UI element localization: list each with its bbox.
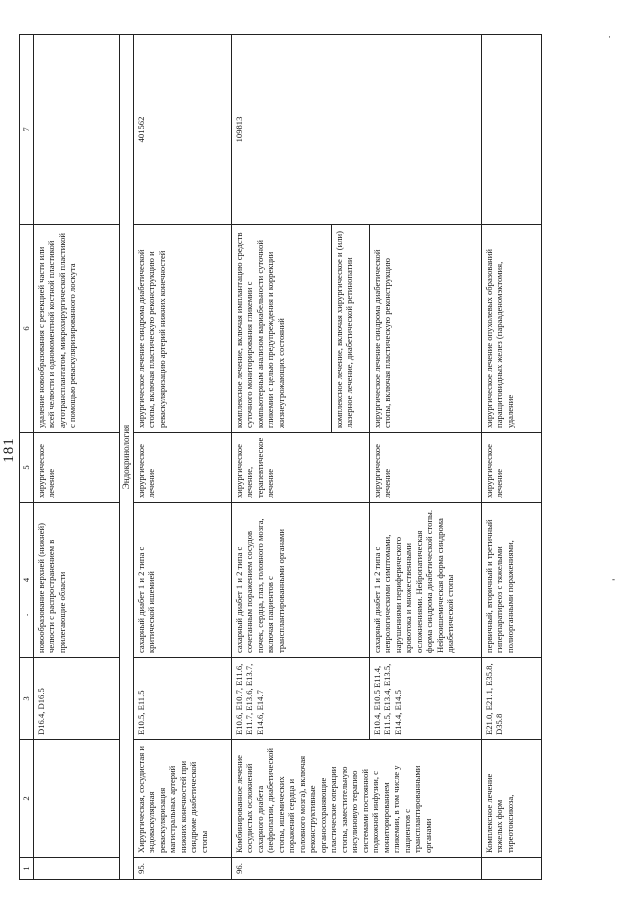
row-num-cell: 95.	[134, 858, 232, 880]
care-name-cell: Хирургическая, сосудистая и эндоваскулярная реваскуляризация магистральных артерий нижних конечностей при синдроме диабетической стопы	[134, 740, 232, 858]
table-row	[482, 35, 542, 880]
scan-mark: -	[612, 574, 615, 584]
icd-cell: E10.4, E10.5 E11.4, E11.5, E13.4, E13.5, E14.4, E14.5	[370, 658, 482, 740]
icd-cell: E21.0, E21.1, E35.8, D35.8	[482, 658, 542, 740]
icd-cell: E10.6, E10.7, E11.6, E11.7, E13.6, E13.7, E14.6, E14.7	[232, 658, 370, 740]
method-cell: хирургическое лечение опухолевых образований паращитовидных желез (парааденомэктомия, удаление	[482, 225, 542, 433]
table-row	[232, 35, 332, 880]
col-header: 2	[20, 740, 34, 858]
table-row	[34, 35, 120, 880]
treatment-type-cell: хирургическое лечение	[34, 433, 120, 503]
patient-model-cell: сахарный диабет 1 и 2 типа с сочетанным поражением сосудов почек, сердца, глаз, головного мозга, включая пациентов с трансплантированными органами	[232, 503, 370, 658]
scan-mark: ·	[26, 610, 29, 620]
quota-cell	[34, 35, 120, 225]
row-num-cell	[482, 858, 542, 880]
treatment-type-cell: хирургическое лечение	[482, 433, 542, 503]
method-cell: хирургическое лечение синдрома диабетической стопы, включая пластическую реконструкцию	[370, 225, 482, 433]
method-cell: удаление новообразования с резекцией части или всей челюсти и одномоментной костной пластикой аутотрансплантатом, микрохирургической пластикой с помощью реваскуляризированного лоскута	[34, 225, 120, 433]
patient-model-cell: новообразование верхней (нижней) челюсти с распространением в прилегающие области	[34, 503, 120, 658]
quota-cell	[482, 35, 542, 225]
method-cell: комплексное лечение, включая имплантацию средств суточного мониторирования гликемии с компьютерным анализом вариабельности суточной гликемии с целью предупреждения и коррекции жизнеугрожающих состояний	[232, 225, 332, 433]
rotated-content	[1, 20, 605, 880]
col-header: 6	[20, 225, 34, 433]
col-header: 3	[20, 658, 34, 740]
care-name-cell	[34, 740, 120, 858]
header-row	[20, 35, 34, 880]
section-title: Эндокринология	[120, 35, 134, 880]
icd-cell: E10.5, E11.5	[134, 658, 232, 740]
icd-cell: D16.4, D16.5	[34, 658, 120, 740]
medical-care-table	[19, 34, 542, 880]
section-row	[120, 35, 134, 880]
treatment-type-cell: хирургическое лечение, терапевтическое лечение	[232, 433, 370, 503]
page-number: 181	[1, 437, 17, 463]
row-num-cell: 96.	[232, 858, 482, 880]
patient-model-cell: первичный, вторичный и третичный гиперпаратиреоз с тяжелыми полиорганными поражениями,	[482, 503, 542, 658]
patient-model-cell: сахарный диабет 1 и 2 типа с критической ишемией	[134, 503, 232, 658]
method-cell: комплексное лечение, включая хирургическое и (или) лазерное лечение, диабетической ретинопатии	[332, 225, 370, 433]
col-header: 4	[20, 503, 34, 658]
method-cell: хирургическое лечение синдрома диабетической стопы, включая пластическую реконструкцию и реваскуляризацию артерий нижних конечностей	[134, 225, 232, 433]
col-header: 1	[20, 858, 34, 880]
care-name-cell: Комплексное лечение тяжелых форм тиреотоксикоза,	[482, 740, 542, 858]
treatment-type-cell: хирургическое лечение	[370, 433, 482, 503]
quota-cell: 109813	[232, 35, 482, 225]
scan-mark: ·	[608, 32, 611, 42]
table-row	[134, 35, 232, 880]
quota-cell: 401562	[134, 35, 232, 225]
col-header: 5	[20, 433, 34, 503]
treatment-type-cell: хирургическое лечение	[134, 433, 232, 503]
patient-model-cell: сахарный диабет 1 и 2 типа с неврологическими симптомами, нарушениями периферического кровотока и множественными осложнениями. Нейропатическая форма синдрома диабетической стопы. Нейроишемическая форма синдрома диабетической стопы	[370, 503, 482, 658]
col-header: 7	[20, 35, 34, 225]
care-name-cell: Комбинированное лечение сосудистых осложнений сахарного диабета (нефропатии, диабетической стопы, ишемических поражений сердца и головного мозга), включая реконструктивные органосохраняющие пластические операции стопы, заместительную инсулиновую терапию системами постоянной подкожной инфузии, с мониторированием гликемии, в том числе у пациентов с трансплантированными органами	[232, 740, 482, 858]
row-num-cell	[34, 858, 120, 880]
